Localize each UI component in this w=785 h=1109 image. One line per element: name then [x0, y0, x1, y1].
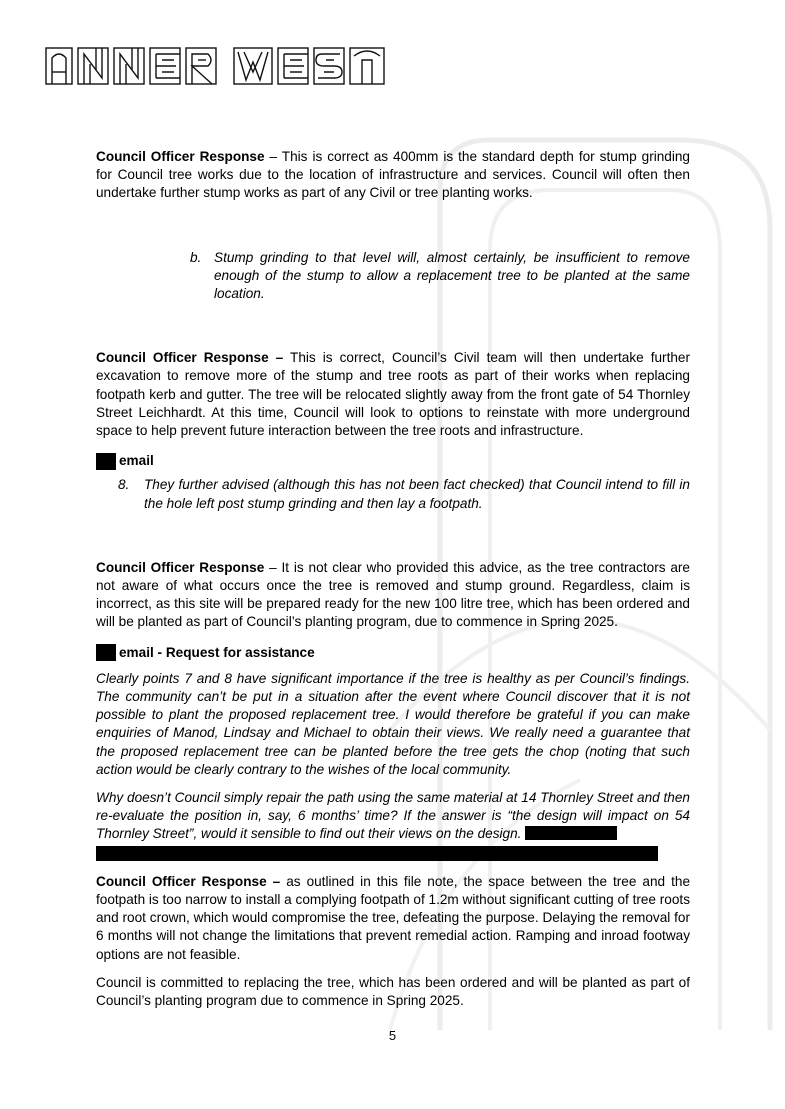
- response-text: as outlined in this file note, the space between the tree and the footpath is too narrow to install a complying footpath of 1.2m without significant cutting of tree roots and root crown, which would compromise the tree, defeating the purpose. Delaying the removal for 6 months will not change the limitations that prevent remedial action. Ramping and inroad footway options are not feasible.: [96, 873, 691, 962]
- list-marker: b.: [190, 249, 202, 265]
- officer-response-4: [96, 873, 690, 964]
- heading-text: email - Request for assistance: [119, 644, 315, 660]
- response-label: Council Officer Response: [96, 559, 265, 575]
- quote-text: Why doesn’t Council simply repair the path using the same material at 14 Thornley Street and then re-evaluate the position in, say, 6 months’ time? If the answer is “the design will impact on 54 Thornley Street”, would it sensible to find out their views on the design.: [96, 790, 690, 842]
- page-number: 5: [388, 1028, 397, 1043]
- document-body: [96, 148, 690, 1010]
- closing-paragraph: Council is committed to replacing the tree, which has been ordered and will be planted as part of Council’s planting program due to commence in Spring 2025.: [96, 974, 690, 1008]
- redaction-box: [96, 453, 116, 470]
- email-heading: [96, 452, 690, 470]
- svg-text:INNER WEST: INNER WEST: [44, 42, 51, 43]
- response-label: Council Officer Response –: [96, 873, 281, 889]
- redaction-box: [96, 644, 116, 661]
- redaction-inline: [525, 826, 617, 840]
- redaction-bar: [96, 846, 658, 861]
- officer-response-3: [96, 559, 690, 632]
- officer-response-1: [96, 148, 690, 203]
- response-text: This is correct, Council’s Civil team will then undertake further excavation to remove more of the stump and tree roots as part of their works when replacing footpath kerb and gutter. The tree will be relocated slightly away from the front gate of 54 Thornley Street Leichhardt. At this time, Council will look to options to reinstate with more underground space to help prevent future interaction between the tree roots and infrastructure.: [96, 350, 690, 439]
- heading-text: email: [119, 453, 154, 469]
- list-item-text: Stump grinding to that level will, almost certainly, be insufficient to remove enough of the stump to allow a replacement tree to be planted at the same location.: [214, 249, 690, 302]
- quoted-email-2: [96, 789, 690, 844]
- response-label: Council Officer Response –: [96, 350, 284, 366]
- numbered-item-8: [118, 476, 690, 512]
- response-label: Council Officer Response: [96, 149, 265, 164]
- response-text: – This is correct as 400mm is the standard depth for stump grinding for Council tree works due to the location of infrastructure and services. Council will often then undertake further stump works as part of any Civil or tree planting works.: [96, 149, 690, 201]
- list-item-text: They further advised (although this has not been fact checked) that Council intend to fill in the hole left post stump grinding and then lay a footpath.: [144, 477, 690, 511]
- inner-west-logo: [44, 42, 389, 88]
- sub-item-b: [190, 249, 690, 304]
- response-text: – It is not clear who provided this advice, as the tree contractors are not aware of what occurs once the tree is removed and stump ground. Regardless, claim is incorrect, as this site will be prepared ready for the new 100 litre tree, which has been ordered and will be planted as part of Council’s planting program, due to commence in Spring 2025.: [96, 559, 690, 630]
- quoted-email-1: Clearly points 7 and 8 have significant importance if the tree is healthy as per Council’s findings. The community can’t be put in a situation after the event where Council discover that it is not possible to plant the proposed replacement tree. I would therefore be grateful if you can make enquiries of Manod, Lindsay and Michael to obtain their views. We really need a guarantee that the proposed replacement tree can be planted before the tree gets the chop (noting that such action would be clearly contrary to the wishes of the local community.: [96, 670, 690, 777]
- email-request-heading: [96, 644, 690, 662]
- list-marker: 8.: [118, 477, 130, 493]
- officer-response-2: [96, 349, 690, 440]
